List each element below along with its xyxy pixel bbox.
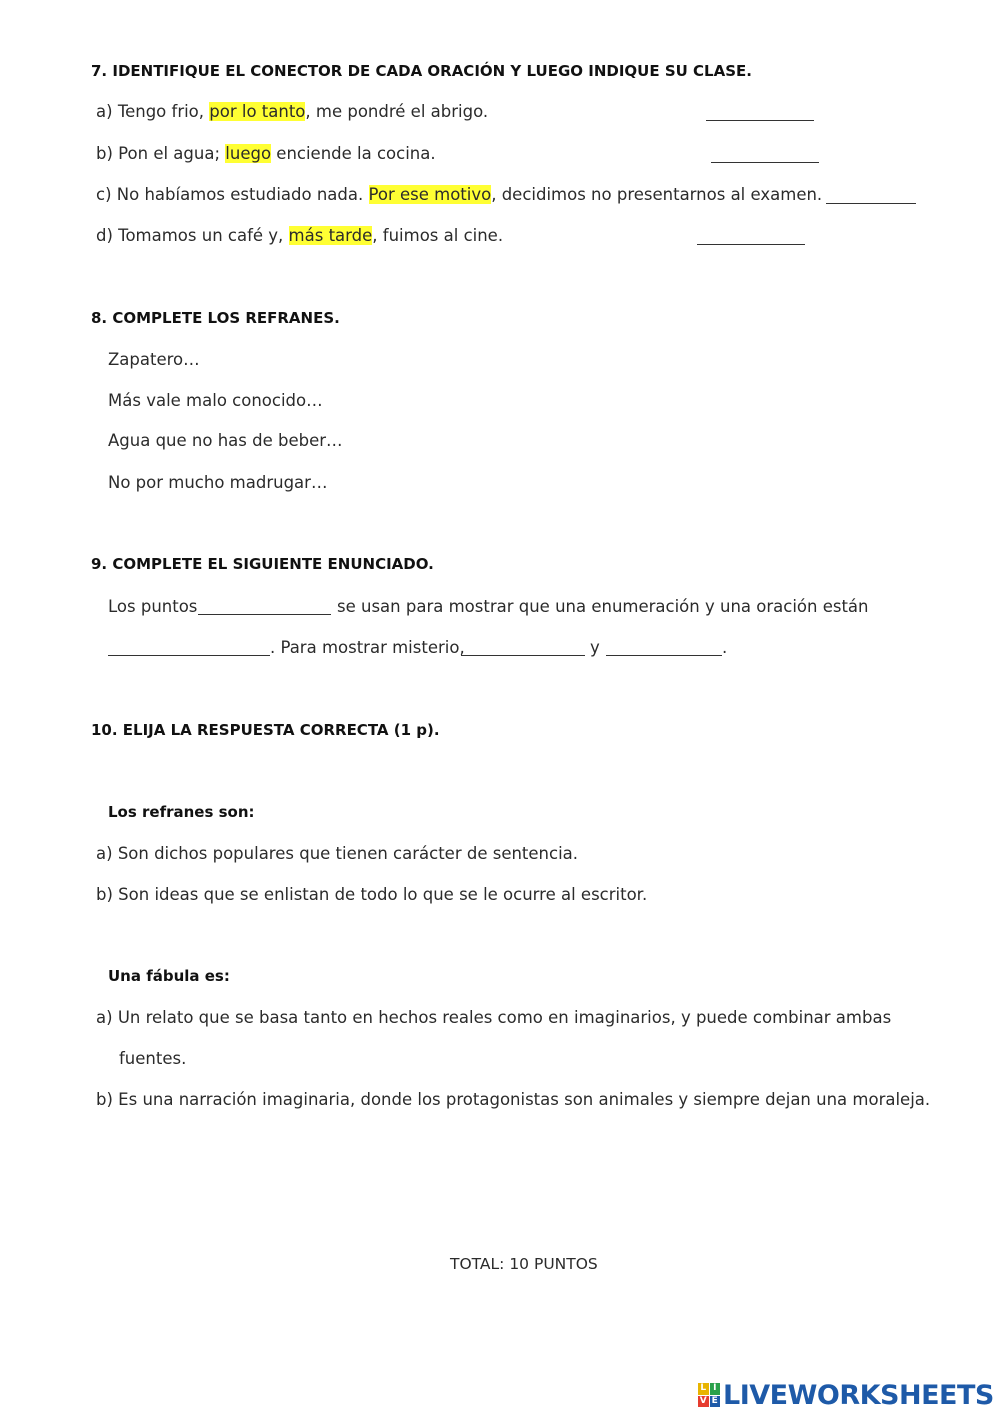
sentence-pre: Tomamos un café y, — [118, 226, 289, 245]
group2-option-a-cont: fuentes. — [119, 1049, 187, 1068]
blank-misterio-2[interactable] — [606, 641, 722, 656]
blank-oracion[interactable] — [108, 641, 270, 656]
option-label: a) — [96, 844, 113, 863]
option-label: b) — [96, 885, 113, 904]
blank-misterio-1[interactable] — [461, 641, 585, 656]
group1-option-a[interactable] — [96, 844, 578, 863]
connector-highlight: por lo tanto — [209, 102, 306, 121]
item-label: d) — [96, 226, 113, 245]
option-text: Son ideas que se enlistan de todo lo que se le ocurre al escritor. — [118, 885, 648, 904]
connector-highlight: Por ese motivo — [368, 185, 492, 204]
logo-tile-e: E — [710, 1396, 721, 1408]
group2-option-a[interactable] — [96, 1008, 891, 1027]
option-label: a) — [96, 1008, 113, 1027]
option-text: Es una narración imaginaria, donde los protagonistas son animales y siempre dejan una moraleja. — [118, 1090, 931, 1109]
item-label: b) — [96, 144, 113, 163]
connector-highlight: más tarde — [288, 226, 373, 245]
sentence-post: , decidimos no presentarnos al examen. — [491, 185, 823, 204]
q8-heading: 8. COMPLETE LOS REFRANES. — [91, 309, 340, 327]
refran-4[interactable]: No por mucho madrugar… — [108, 473, 328, 492]
q7-item-d — [96, 226, 503, 245]
q9-line1-end: se usan para mostrar que una enumeración y una oración están — [337, 597, 869, 616]
item-label: c) — [96, 185, 112, 204]
group1-option-b[interactable] — [96, 885, 647, 904]
answer-blank-c[interactable] — [826, 189, 916, 204]
logo-tile-i: I — [710, 1383, 721, 1395]
q7-item-b — [96, 144, 436, 163]
sentence-post: , me pondré el abrigo. — [305, 102, 489, 121]
answer-blank-a[interactable] — [706, 106, 814, 121]
answer-blank-d[interactable] — [697, 230, 805, 245]
item-label: a) — [96, 102, 113, 121]
logo-icon — [698, 1383, 720, 1407]
group2-title: Una fábula es: — [108, 967, 230, 985]
refran-3[interactable]: Agua que no has de beber… — [108, 431, 343, 450]
option-text: Son dichos populares que tienen carácter de sentencia. — [117, 844, 579, 863]
q7-item-a — [96, 102, 488, 121]
liveworksheets-logo[interactable] — [698, 1380, 994, 1410]
sentence-pre: No habíamos estudiado nada. — [116, 185, 369, 204]
sentence-post: enciende la cocina. — [271, 144, 436, 163]
sentence-pre: Tengo frio, — [117, 102, 210, 121]
sentence-post: , fuimos al cine. — [372, 226, 504, 245]
q9-line2-mid: . Para mostrar misterio, — [270, 638, 465, 657]
blank-puntos[interactable] — [198, 600, 331, 615]
group2-option-b[interactable] — [96, 1090, 930, 1109]
sentence-pre: Pon el agua; — [118, 144, 226, 163]
q7-heading: 7. IDENTIFIQUE EL CONECTOR DE CADA ORACIÓN Y LUEGO INDIQUE SU CLASE. — [91, 62, 752, 80]
logo-tile-l: L — [698, 1383, 709, 1395]
q7-item-c — [96, 185, 822, 204]
q10-heading: 10. ELIJA LA RESPUESTA CORRECTA (1 p). — [91, 721, 440, 739]
group1-title: Los refranes son: — [108, 803, 255, 821]
option-text: Un relato que se basa tanto en hechos reales como en imaginarios, y puede combinar ambas — [117, 1008, 892, 1027]
answer-blank-b[interactable] — [711, 148, 819, 163]
refran-2[interactable]: Más vale malo conocido… — [108, 391, 323, 410]
q9-line2-end: . — [722, 638, 728, 657]
q9-heading: 9. COMPLETE EL SIGUIENTE ENUNCIADO. — [91, 555, 434, 573]
refran-1[interactable]: Zapatero… — [108, 350, 200, 369]
total-points: TOTAL: 10 PUNTOS — [450, 1255, 598, 1273]
option-label: b) — [96, 1090, 113, 1109]
q9-line1-start: Los puntos — [108, 597, 198, 616]
logo-tile-v: V — [699, 1395, 707, 1406]
logo-wordmark: LIVEWORKSHEETS — [723, 1379, 994, 1411]
connector-highlight: luego — [225, 144, 272, 163]
q9-line2-y: y — [590, 638, 600, 657]
